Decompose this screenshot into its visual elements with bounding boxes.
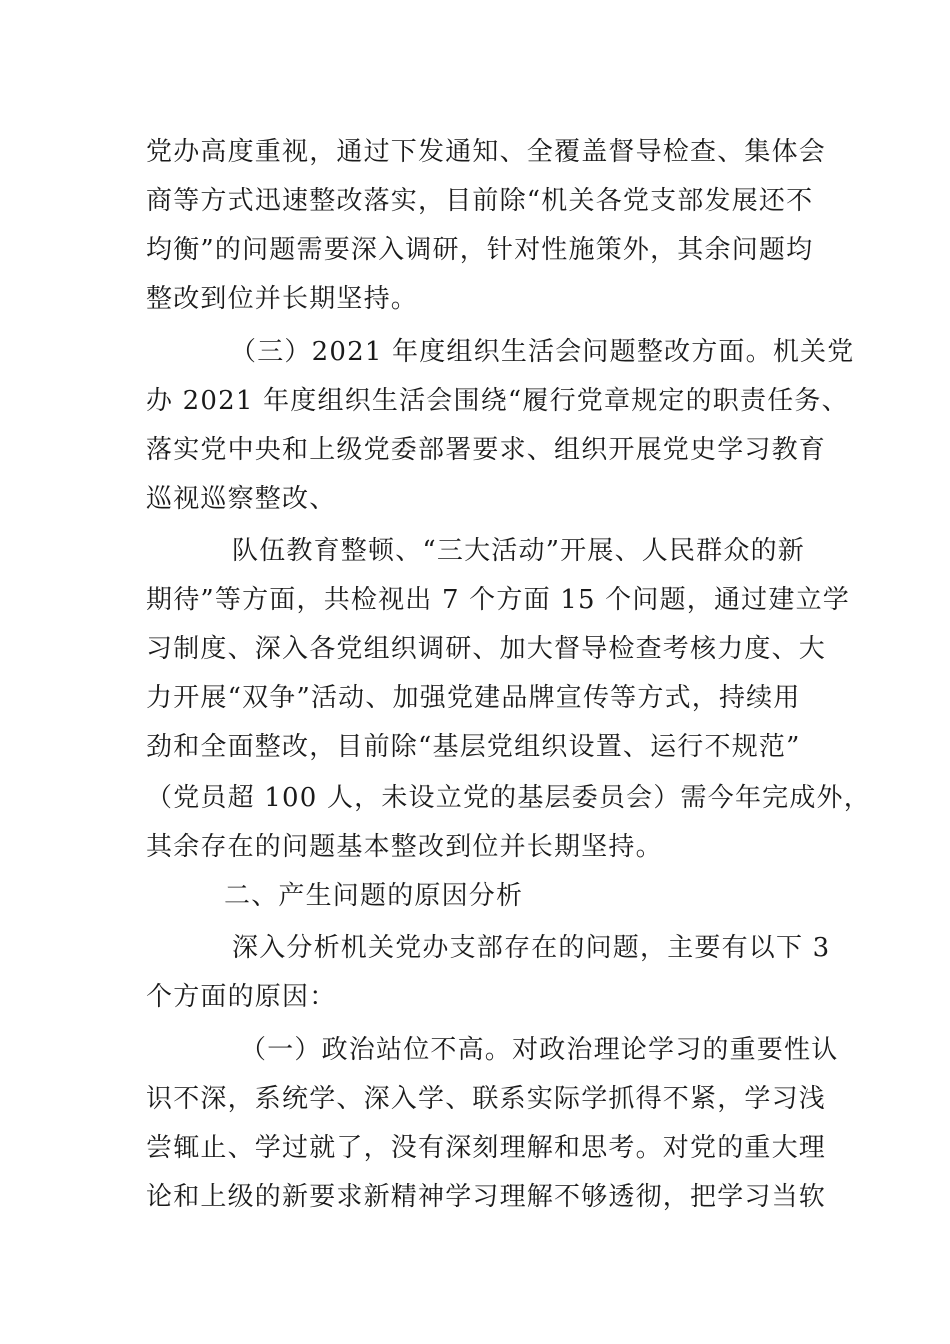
- paragraph-line: 均衡”的问题需要深入调研，针对性施策外，其余问题均: [146, 235, 814, 265]
- paragraph-line: 党办高度重视，通过下发通知、全覆盖督导检查、集体会: [146, 137, 827, 167]
- paragraph-line: 商等方式迅速整改落实，目前除“机关各党支部发展还不: [146, 186, 814, 216]
- paragraph-line: 期待”等方面，共检视出 7 个方面 15 个问题，通过建立学: [146, 585, 850, 615]
- paragraph-line: 个方面的原因：: [146, 982, 337, 1012]
- paragraph-line: 办 2021 年度组织生活会围绕“履行党章规定的职责任务、: [146, 386, 849, 416]
- paragraph-line: 其余存在的问题基本整改到位并长期坚持。: [146, 832, 663, 862]
- paragraph-line: 整改到位并长期坚持。: [146, 284, 419, 314]
- paragraph-line: 力开展“双争”活动、加强党建品牌宣传等方式，持续用: [146, 683, 801, 713]
- paragraph-line: 识不深，系统学、深入学、联系实际学抓得不紧，学习浅: [146, 1084, 827, 1114]
- paragraph-line: 劲和全面整改，目前除“基层党组织设置、运行不规范”: [146, 732, 801, 762]
- paragraph-line: （党员超 100 人，未设立党的基层委员会）需今年完成外，: [146, 783, 871, 813]
- section-heading-line: （三）2021 年度组织生活会问题整改方面。机关党: [230, 337, 855, 367]
- paragraph-line: 落实党中央和上级党委部署要求、组织开展党史学习教育: [146, 435, 827, 465]
- section-heading-line: （一）政治站位不高。对政治理论学习的重要性认: [240, 1035, 839, 1065]
- section-heading: 二、产生问题的原因分析: [224, 881, 524, 911]
- paragraph-line: 论和上级的新要求新精神学习理解不够透彻，把学习当软: [146, 1182, 827, 1212]
- paragraph-line: 习制度、深入各党组织调研、加大督导检查考核力度、大: [146, 634, 827, 664]
- paragraph-line: 尝辄止、学过就了，没有深刻理解和思考。对党的重大理: [146, 1133, 827, 1163]
- paragraph-line: 队伍教育整顿、“三大活动”开展、人民群众的新: [232, 536, 805, 566]
- paragraph-line: 深入分析机关党办支部存在的问题，主要有以下 3: [232, 933, 831, 963]
- paragraph-line: 巡视巡察整改、: [146, 484, 337, 514]
